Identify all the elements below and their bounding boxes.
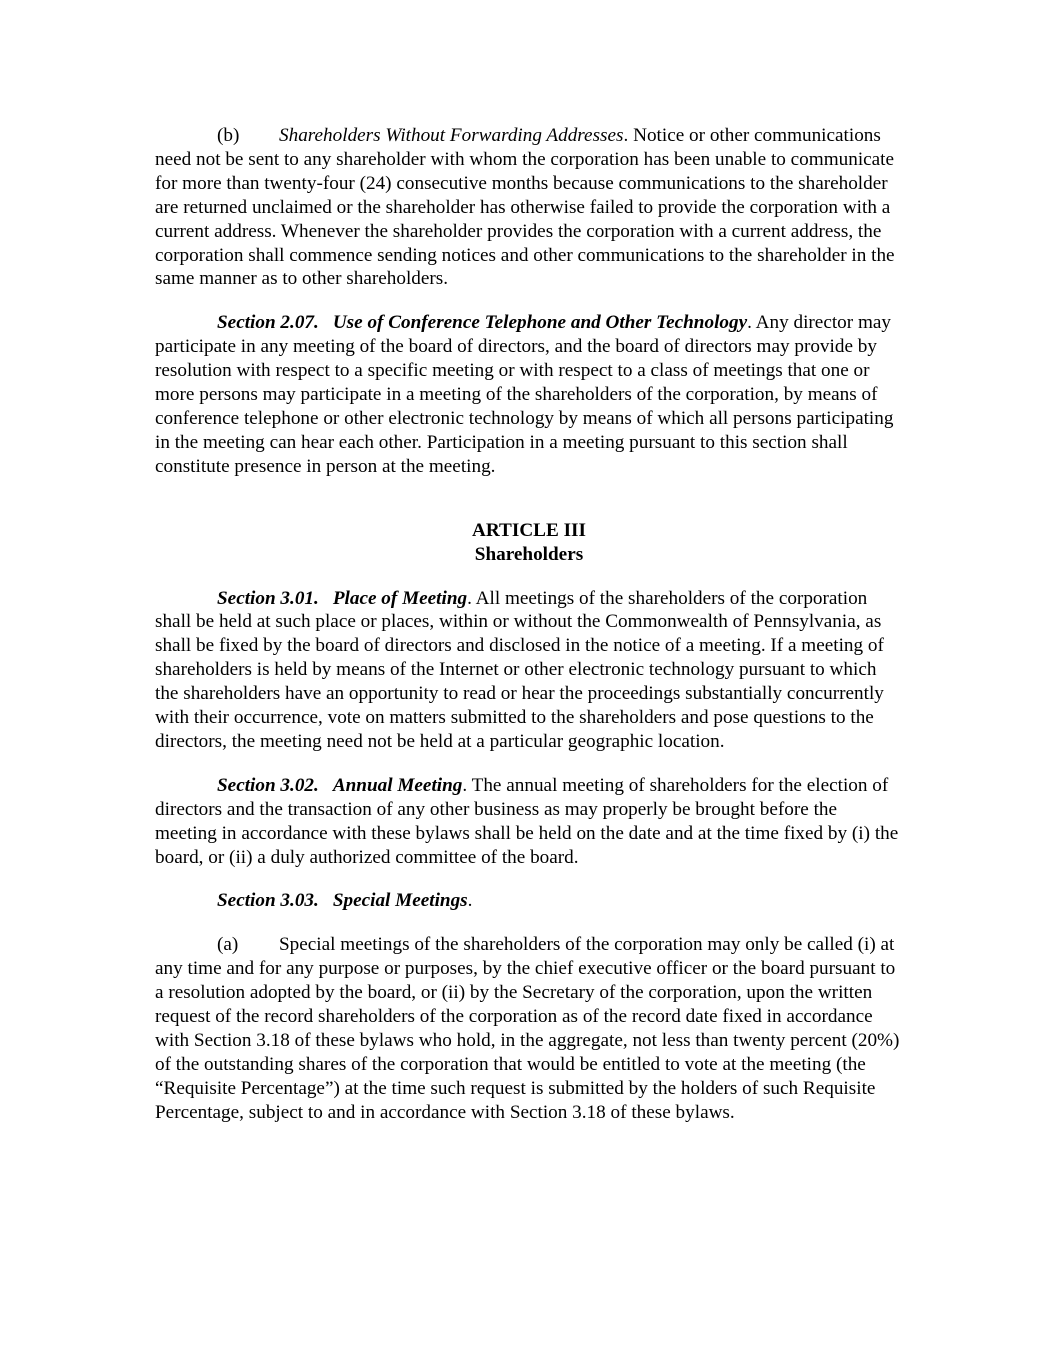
section-title: Use of Conference Telephone and Other Technology — [332, 312, 748, 334]
section-number: Section 3.01. — [217, 587, 319, 609]
paragraph-shareholders-without-forwarding-addresses — [155, 124, 903, 291]
section-3-03 — [155, 889, 903, 913]
section-title-end: . — [462, 774, 468, 796]
section-title-end: . — [467, 890, 473, 912]
section-3-02 — [155, 774, 903, 870]
paragraph-text: Notice or other communications need not be sent to any shareholder with whom the corporation has been unable to communicate for more than twenty-four (24) consecutive months because communications to the shareholder are returned unclaimed or the shareholder has otherwise failed to provide the corporation with a current address. Whenever the shareholder provides the corporation with a current address, the corporation shall commence sending notices and other communications to the shareholder in the same manner as to other shareholders. — [155, 125, 895, 290]
section-title: Annual Meeting — [332, 774, 463, 796]
paragraph-special-meetings-a — [155, 933, 903, 1124]
section-title: Place of Meeting — [332, 587, 468, 609]
section-text: Any director may participate in any meeting of the board of directors, and the board of directors may provide by resolution with respect to a specific meeting or with respect to a class of meetings that one or more persons may participate in a meeting of the shareholders of the corporation, by means of conference telephone or other electronic technology by means of which all persons participating in the meeting can hear each other. Participation in a meeting pursuant to this section shall constitute presence in person at the meeting. — [155, 312, 894, 477]
paragraph-title: Shareholders Without Forwarding Addresses — [279, 125, 624, 146]
section-number: Section 3.03. — [217, 890, 319, 912]
section-2-07 — [155, 311, 903, 478]
section-title: Special Meetings — [332, 890, 468, 912]
paragraph-title-end: . — [623, 125, 629, 146]
section-number: Section 3.02. — [217, 774, 319, 796]
document-page — [155, 124, 903, 1145]
section-3-01 — [155, 587, 903, 754]
section-text: The annual meeting of shareholders for the election of directors and the transaction of any other business as may properly be brought before the meeting in accordance with these bylaws shall be held on the date and at the time fixed by (i) the board, or (ii) a duly authorized committee of the board. — [155, 774, 899, 868]
article-title: Shareholders — [474, 543, 584, 565]
article-number: ARTICLE III — [472, 519, 586, 541]
article-heading — [155, 519, 903, 567]
paragraph-label: (b) — [217, 125, 240, 146]
paragraph-text: Special meetings of the shareholders of the corporation may only be called (i) at any time and for any purpose or purposes, by the chief executive officer or the board pursuant to a resolution adopted by the board, or (ii) by the Secretary of the corporation, upon the written request of the record shareholders of the corporation as of the record date fixed in accordance with Section 3.18 of these bylaws who hold, in the aggregate, not less than twenty percent (20%) of the outstanding shares of the corporation that would be entitled to vote at the meeting (the “Requisite Percentage”) at the time such request is submitted by the holders of such Requisite Percentage, subject to and in accordance with Section 3.18 of these bylaws. — [155, 934, 900, 1123]
section-title-end: . — [467, 587, 472, 609]
paragraph-label: (a) — [217, 934, 239, 956]
section-title-end: . — [747, 312, 752, 334]
section-text: All meetings of the shareholders of the corporation shall be held at such place or places, within or without the Commonwealth of Pennsylvania, as shall be fixed by the board of directors and disclosed in the notice of a meeting. If a meeting of shareholders is held by means of the Internet or other electronic technology pursuant to which the shareholders have an opportunity to read or hear the proceedings substantially concurrently with their occurrence, vote on matters submitted to the shareholders and pose questions to the directors, the meeting need not be held at a particular geographic location. — [155, 587, 884, 752]
section-number: Section 2.07. — [217, 312, 319, 334]
